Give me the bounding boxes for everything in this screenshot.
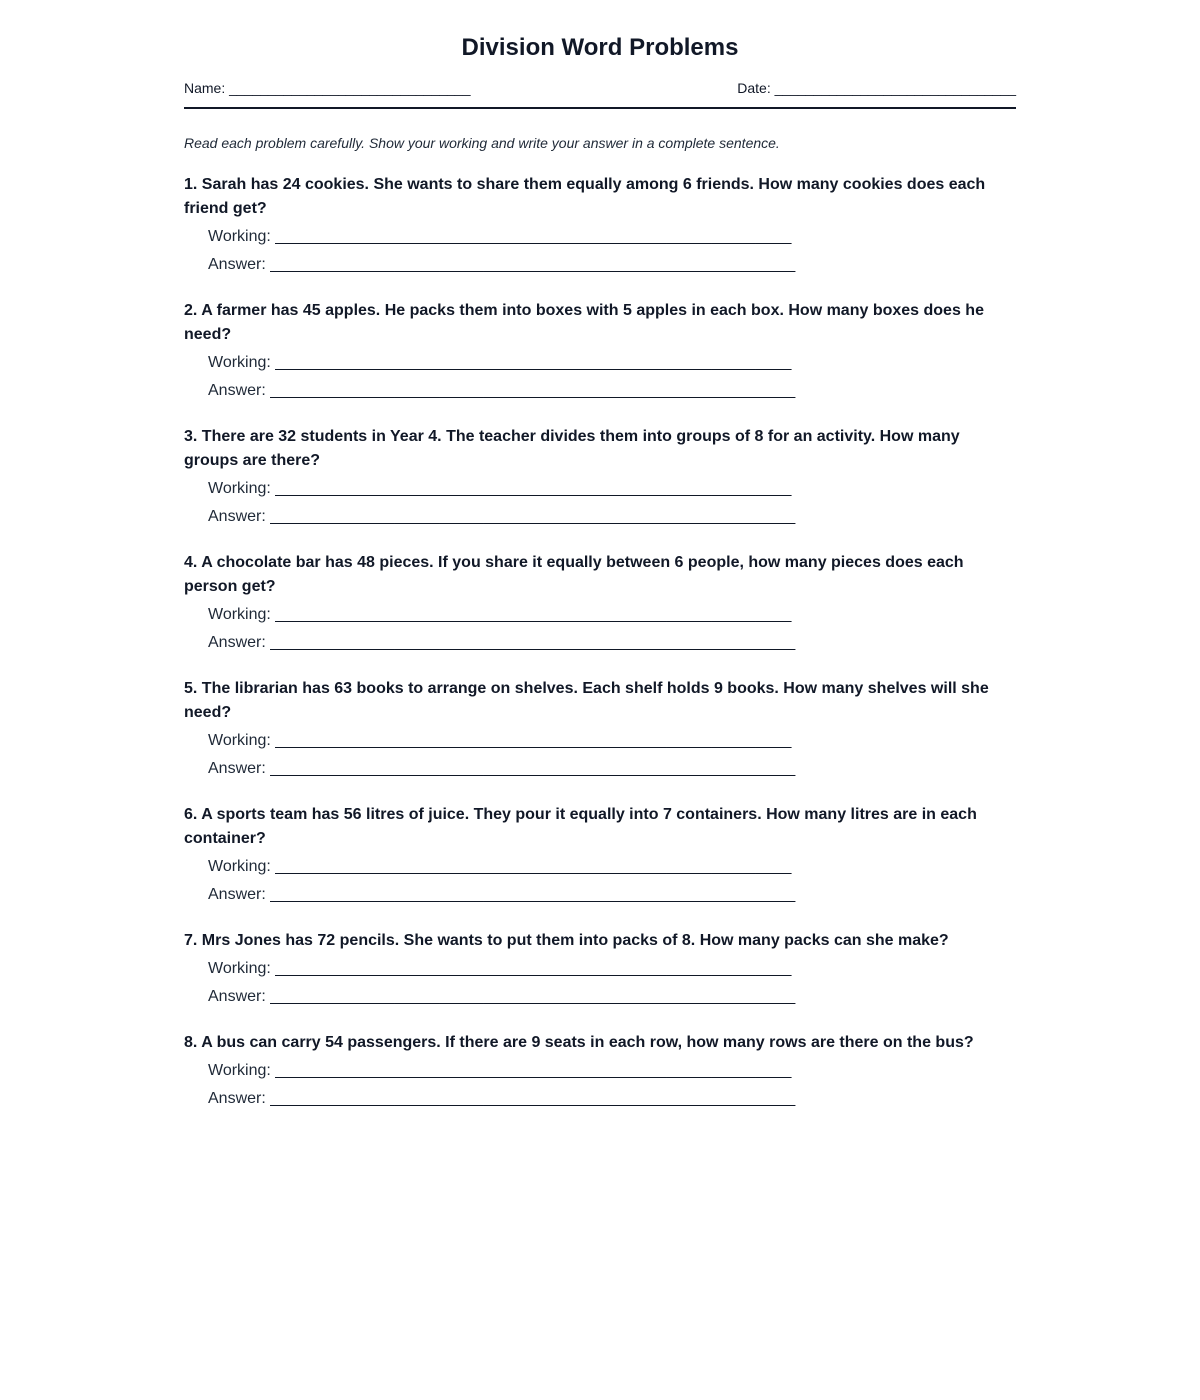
name-blank[interactable]: _______________________________ — [229, 80, 471, 96]
date-label: Date: — [737, 80, 771, 96]
problem-list — [184, 173, 1016, 1113]
answer-label: Answer: — [208, 886, 266, 903]
problem-text: There are 32 students in Year 4. The teacher divides them into groups of 8 for an activity. How many groups are there? — [184, 428, 960, 469]
problem-item — [184, 173, 1016, 279]
working-blank[interactable]: __________________________________________________________ — [275, 606, 792, 623]
answer-blank[interactable]: ___________________________________________________________ — [270, 1090, 796, 1107]
problem-text: A sports team has 56 litres of juice. They pour it equally into 7 containers. How many litres are in each container? — [184, 806, 977, 847]
date-field[interactable] — [737, 78, 1016, 98]
problem-text: Sarah has 24 cookies. She wants to share them equally among 6 friends. How many cookies does each friend get? — [184, 176, 986, 217]
answer-label: Answer: — [208, 988, 266, 1005]
page-title: Division Word Problems — [461, 34, 739, 61]
problem-question — [184, 803, 1016, 851]
working-field[interactable] — [208, 601, 1016, 629]
worksheet-header — [184, 78, 1016, 109]
answer-blank[interactable]: ___________________________________________________________ — [270, 256, 796, 273]
working-blank[interactable]: __________________________________________________________ — [275, 858, 792, 875]
working-label: Working: — [208, 228, 271, 245]
problem-number: 2. — [184, 302, 198, 319]
answer-field[interactable] — [208, 503, 1016, 531]
problem-item — [184, 299, 1016, 405]
working-label: Working: — [208, 480, 271, 497]
working-label: Working: — [208, 960, 271, 977]
problem-number: 7. — [184, 932, 198, 949]
working-label: Working: — [208, 732, 271, 749]
working-field[interactable] — [208, 475, 1016, 503]
problem-number: 6. — [184, 806, 198, 823]
answer-field[interactable] — [208, 377, 1016, 405]
working-blank[interactable]: __________________________________________________________ — [275, 960, 792, 977]
answer-field[interactable] — [208, 983, 1016, 1011]
answer-blank[interactable]: ___________________________________________________________ — [270, 886, 796, 903]
problem-number: 8. — [184, 1034, 198, 1051]
problem-item — [184, 929, 1016, 1011]
problem-question — [184, 1031, 1016, 1055]
working-label: Working: — [208, 606, 271, 623]
problem-question — [184, 299, 1016, 347]
problem-question — [184, 929, 1016, 953]
problem-question — [184, 677, 1016, 725]
answer-field[interactable] — [208, 755, 1016, 783]
working-field[interactable] — [208, 1057, 1016, 1085]
worksheet-page — [184, 0, 1016, 1113]
working-field[interactable] — [208, 223, 1016, 251]
problem-question — [184, 551, 1016, 599]
working-blank[interactable]: __________________________________________________________ — [275, 228, 792, 245]
answer-label: Answer: — [208, 256, 266, 273]
answer-blank[interactable]: ___________________________________________________________ — [270, 760, 796, 777]
problem-item — [184, 677, 1016, 783]
problem-item — [184, 803, 1016, 909]
answer-blank[interactable]: ___________________________________________________________ — [270, 382, 796, 399]
answer-label: Answer: — [208, 634, 266, 651]
answer-field[interactable] — [208, 881, 1016, 909]
answer-blank[interactable]: ___________________________________________________________ — [270, 988, 796, 1005]
name-label: Name: — [184, 80, 226, 96]
problem-number: 3. — [184, 428, 198, 445]
answer-field[interactable] — [208, 1085, 1016, 1113]
working-blank[interactable]: __________________________________________________________ — [275, 480, 792, 497]
problem-number: 1. — [184, 176, 198, 193]
answer-label: Answer: — [208, 382, 266, 399]
working-field[interactable] — [208, 853, 1016, 881]
answer-blank[interactable]: ___________________________________________________________ — [270, 634, 796, 651]
working-label: Working: — [208, 858, 271, 875]
problem-item — [184, 425, 1016, 531]
problem-text: Mrs Jones has 72 pencils. She wants to put them into packs of 8. How many packs can she make? — [201, 932, 949, 949]
problem-text: A chocolate bar has 48 pieces. If you share it equally between 6 people, how many pieces does each person get? — [184, 554, 964, 595]
problem-item — [184, 551, 1016, 657]
answer-blank[interactable]: ___________________________________________________________ — [270, 508, 796, 525]
working-field[interactable] — [208, 955, 1016, 983]
answer-label: Answer: — [208, 1090, 266, 1107]
answer-field[interactable] — [208, 629, 1016, 657]
problem-item — [184, 1031, 1016, 1113]
instructions: Read each problem carefully. Show your working and write your answer in a complete sentence. — [184, 135, 780, 151]
answer-field[interactable] — [208, 251, 1016, 279]
working-blank[interactable]: __________________________________________________________ — [275, 1062, 792, 1079]
working-label: Working: — [208, 1062, 271, 1079]
name-field[interactable] — [184, 78, 471, 98]
working-blank[interactable]: __________________________________________________________ — [275, 354, 792, 371]
problem-text: The librarian has 63 books to arrange on shelves. Each shelf holds 9 books. How many shelves will she need? — [184, 680, 989, 721]
working-field[interactable] — [208, 349, 1016, 377]
working-blank[interactable]: __________________________________________________________ — [275, 732, 792, 749]
problem-number: 4. — [184, 554, 198, 571]
working-label: Working: — [208, 354, 271, 371]
answer-label: Answer: — [208, 760, 266, 777]
problem-text: A bus can carry 54 passengers. If there are 9 seats in each row, how many rows are there on the bus? — [201, 1034, 974, 1051]
problem-question — [184, 425, 1016, 473]
working-field[interactable] — [208, 727, 1016, 755]
date-blank[interactable]: _______________________________ — [774, 80, 1016, 96]
answer-label: Answer: — [208, 508, 266, 525]
problem-question — [184, 173, 1016, 221]
problem-number: 5. — [184, 680, 198, 697]
problem-text: A farmer has 45 apples. He packs them into boxes with 5 apples in each box. How many boxes does he need? — [184, 302, 984, 343]
